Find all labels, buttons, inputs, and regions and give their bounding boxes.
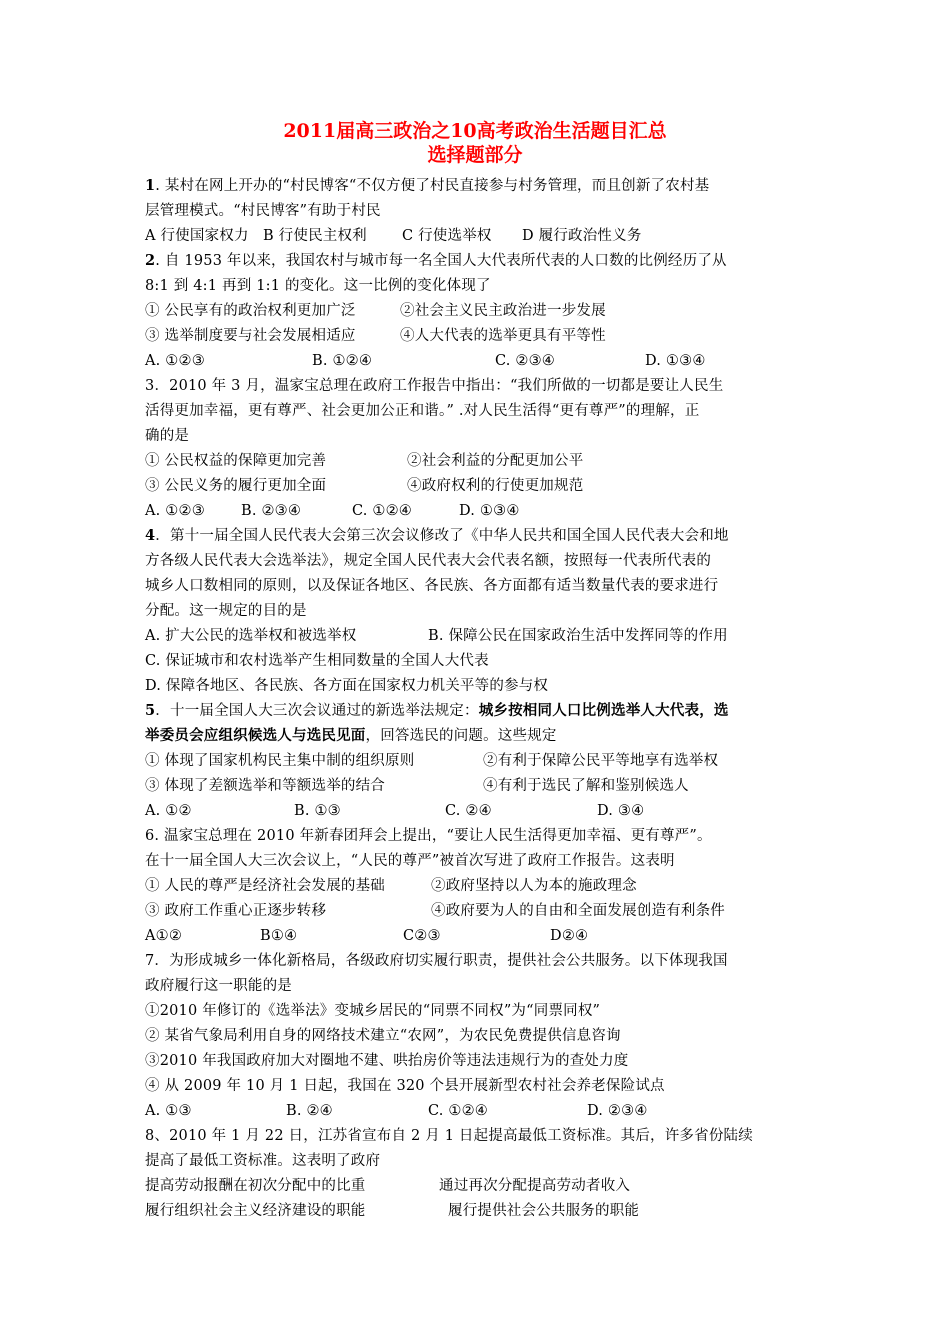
q6-line-1: 6. 温家宝总理在 2010 年新春团拜会上提出，“要让人民生活得更加幸福、更有尊严”。 <box>145 828 712 844</box>
q2-statement-3: ③ 选举制度要与社会发展相适应 <box>145 328 356 344</box>
q4-line-2: 方各级人民代表大会选举法》，规定全国人民代表大会代表名额，按照每一代表所代表的 <box>145 553 712 569</box>
q1-line-1: 1. 某村在网上开办的“村民博客“不仅方便了村民直接参与村务管理，而且创新了农村基 <box>145 177 710 194</box>
q3-statement-4: ④政府权利的行使更加规范 <box>407 478 584 494</box>
q6-statement-4: ④政府要为人的自由和全面发展创造有利条件 <box>431 903 725 919</box>
q4-option-a: A. 扩大公民的选举权和被选举权 <box>145 628 357 644</box>
q2-option-c: C. ②③④ <box>495 353 555 369</box>
q2-statement-4: ④人大代表的选举更具有平等性 <box>400 328 606 344</box>
q4-option-b: B. 保障公民在国家政治生活中发挥同等的作用 <box>428 628 728 644</box>
q4-line-1: 4．第十一届全国人民代表大会第三次会议修改了《中华人民共和国全国人民代表大会和地 <box>145 527 729 544</box>
q6-option-b: B①④ <box>260 928 298 944</box>
q5-statement-4: ④有利于选民了解和鉴别候选人 <box>483 778 689 794</box>
q1-option-a: A 行使国家权力 <box>145 228 249 244</box>
q7-statement-3: ③2010 年我国政府加大对圈地不建、哄抬房价等违法违规行为的查处力度 <box>145 1053 629 1069</box>
q8-line-1: 8、2010 年 1 月 22 日，江苏省宣布自 2 月 1 日起提高最低工资标准。其后，许多省份陆续 <box>145 1128 753 1144</box>
q8-statement-3: 履行组织社会主义经济建设的职能 <box>145 1203 366 1219</box>
q7-option-d: D. ②③④ <box>587 1103 648 1119</box>
q2-statement-2: ②社会主义民主政治进一步发展 <box>400 303 606 319</box>
q4-option-d: D. 保障各地区、各民族、各方面在国家权力机关平等的参与权 <box>145 678 549 694</box>
q7-statement-4: ④ 从 2009 年 10 月 1 日起，我国在 320 个县开展新型农村社会养老保险试点 <box>145 1078 665 1094</box>
q7-line-1: 7．为形成城乡一体化新格局，各级政府切实履行职责，提供社会公共服务。以下体现我国 <box>145 953 728 969</box>
q3-option-a: A. ①②③ <box>145 503 205 519</box>
q5-statement-1: ① 体现了国家机构民主集中制的组织原则 <box>145 753 415 769</box>
q5-option-b: B. ①③ <box>294 803 341 819</box>
section-title: 选择题部分 <box>427 144 523 166</box>
q2-option-d: D. ①③④ <box>645 353 706 369</box>
q7-statement-1: ①2010 年修订的《选举法》变城乡居民的“同票不同权”为“同票同权” <box>145 1003 601 1019</box>
q5-line-2: 举委员会应组织候选人与选民见面，回答选民的问题。这些规定 <box>145 727 557 744</box>
q6-option-a: A①② <box>145 928 183 944</box>
q1-option-b: B 行使民主权利 <box>263 228 367 244</box>
q7-line-2: 政府履行这一职能的是 <box>145 978 292 994</box>
q6-line-2: 在十一届全国人大三次会议上，“人民的尊严”被首次写进了政府工作报告。这表明 <box>145 853 675 869</box>
q2-statement-1: ① 公民享有的政治权利更加广泛 <box>145 303 356 319</box>
q3-line-3: 确的是 <box>145 428 190 444</box>
q5-number: 5 <box>145 702 156 719</box>
q5-statement-3: ③ 体现了差额选举和等额选举的结合 <box>145 778 386 794</box>
q3-option-b: B. ②③④ <box>241 503 302 519</box>
q3-number: 3 <box>145 378 155 394</box>
q5-line-1: 5．十一届全国人大三次会议通过的新选举法规定：城乡按相同人口比例选举人大代表，选 <box>145 702 729 719</box>
q5-option-c: C. ②④ <box>445 803 492 819</box>
q8-line-2: 提高了最低工资标准。这表明了政府 <box>145 1153 381 1169</box>
q4-option-c: C. 保证城市和农村选举产生相同数量的全国人大代表 <box>145 653 489 669</box>
q1-option-c: C 行使选举权 <box>402 228 492 244</box>
q8-statement-2: 通过再次分配提高劳动者收入 <box>439 1178 631 1194</box>
q5-statement-2: ②有利于保障公民平等地享有选举权 <box>483 753 719 769</box>
q7-option-b: B. ②④ <box>286 1103 333 1119</box>
q3-statement-3: ③ 公民义务的履行更加全面 <box>145 478 327 494</box>
q2-line-2: 8:1 到 4:1 再到 1:1 的变化。这一比例的变化体现了 <box>145 278 491 294</box>
q2-line-1: 2. 自 1953 年以来，我国农村与城市每一名全国人大代表所代表的人口数的比例经历了从 <box>145 252 727 269</box>
q5-emphasis-1: 城乡按相同人口比例选举人大代表，选 <box>478 702 729 719</box>
q4-line-4: 分配。这一规定的目的是 <box>145 603 307 619</box>
q6-statement-2: ②政府坚持以人为本的施政理念 <box>431 878 637 894</box>
q5-option-a: A. ①② <box>145 803 192 819</box>
q3-statement-1: ① 公民权益的保障更加完善 <box>145 453 327 469</box>
q8-statement-1: 提高劳动报酬在初次分配中的比重 <box>145 1178 366 1194</box>
q3-line-2: 活得更加幸福，更有尊严、社会更加公正和谐。” .对人民生活得“更有尊严”的理解，正 <box>145 403 700 419</box>
q3-option-d: D. ①③④ <box>459 503 520 519</box>
q7-statement-2: ② 某省气象局利用自身的网络技术建立“农网”，为农民免费提供信息咨询 <box>145 1028 621 1044</box>
q6-option-d: D②④ <box>550 928 589 944</box>
q8-statement-4: 履行提供社会公共服务的职能 <box>448 1203 640 1219</box>
q6-option-c: C②③ <box>403 928 441 944</box>
q3-option-c: C. ①②④ <box>352 503 412 519</box>
q2-option-b: B. ①②④ <box>312 353 373 369</box>
q2-number: 2 <box>145 252 156 269</box>
q5-emphasis-2: 举委员会应组织候选人与选民见面 <box>145 727 366 744</box>
page-title: 2011届高三政治之10高考政治生活题目汇总 <box>283 120 667 142</box>
q1-line-2: 层管理模式。“村民博客”有助于村民 <box>145 203 381 219</box>
q3-line-1: 3．2010 年 3 月，温家宝总理在政府工作报告中指出：“我们所做的一切都是要让人民生 <box>145 378 724 394</box>
q1-option-d: D 履行政治性义务 <box>522 228 642 244</box>
q5-option-d: D. ③④ <box>597 803 645 819</box>
q4-line-3: 城乡人口数相同的原则，以及保证各地区、各民族、各方面都有适当数量代表的要求进行 <box>145 578 719 594</box>
q3-statement-2: ②社会利益的分配更加公平 <box>407 453 584 469</box>
q4-number: 4 <box>145 527 156 544</box>
q6-statement-3: ③ 政府工作重心正逐步转移 <box>145 903 327 919</box>
q2-option-a: A. ①②③ <box>145 353 205 369</box>
q7-option-a: A. ①③ <box>145 1103 192 1119</box>
q6-statement-1: ① 人民的尊严是经济社会发展的基础 <box>145 878 386 894</box>
q7-option-c: C. ①②④ <box>428 1103 488 1119</box>
q1-number: 1 <box>145 177 156 194</box>
